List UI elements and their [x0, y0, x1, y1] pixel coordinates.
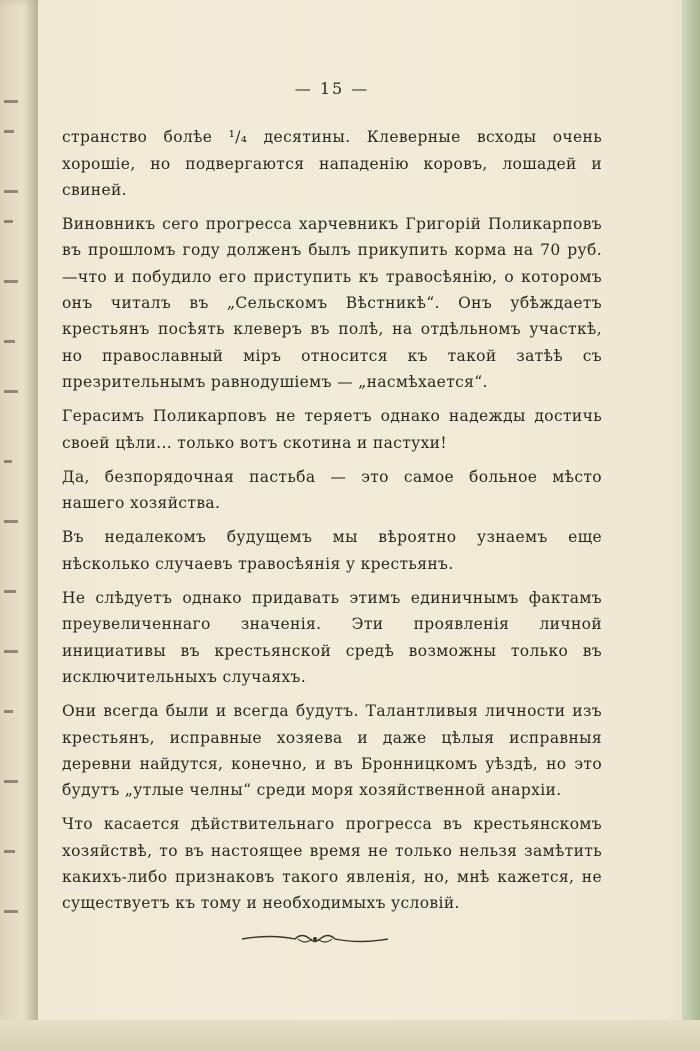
paragraph: Что касается дѣйствительнаго прогресса въ крестьянскомъ хозяйствѣ, то въ настоящее время не только нельзя замѣтить какихъ-либо признаковъ такого явленія, но, мнѣ кажется, не существуетъ къ тому и необходимыхъ условій. [62, 815, 602, 913]
facing-page-edge [0, 0, 38, 1051]
paragraph: Не слѣдуетъ однако придавать этимъ единичнымъ фактамъ преувеличеннаго значенія. Эти проявленія личной инициативы въ крестьянской средѣ возможны только въ исключительныхъ случаяхъ. [62, 589, 602, 686]
paragraph: Виновникъ сего прогресса харчевникъ Григорій Поликарповъ въ прошломъ году долженъ былъ прикупить корма на 70 руб.—что и побудило его приступить къ травосѣянію, о которомъ онъ читалъ въ „Сельскомъ Вѣстникѣ“. Онъ убѣждаетъ крестьянъ посѣять клеверъ въ полѣ, на отдѣльномъ участкѣ, но православный міръ относится къ такой затѣѣ съ презрительнымъ равнодушіемъ — „насмѣхается“. [62, 215, 602, 391]
page-number: — 15 — [294, 79, 370, 98]
page-text [62, 70, 602, 925]
paragraph: Въ недалекомъ будущемъ мы вѣроятно узнаемъ еще нѣсколько случаевъ травосѣянія у крестьянъ. [62, 528, 602, 573]
paragraph: странство болѣе ¹/₄ десятины. Клеверные всходы очень хорошіе, но подвергаются нападенію коровъ, лошадей и свиней. [62, 128, 602, 199]
book-cover-edge [682, 0, 700, 1051]
paragraph: Да, безпорядочная пастьба — это самое больное мѣсто нашего хозяйства. [62, 467, 602, 513]
paragraph: Герасимъ Поликарповъ не теряетъ однако надежды достичь своей цѣли... только вотъ скотина и пастухи! [62, 407, 602, 452]
ornament-divider [240, 928, 390, 950]
paragraph: Они всегда были и всегда будутъ. Талантливыя личности изъ крестьянъ, исправные хозяева и даже цѣлыя исправныя деревни найдутся, конечно, и въ Бронницкомъ уѣздѣ, но это будутъ „утлые челны“ среди моря хозяйственной анархіи. [62, 702, 602, 800]
facing-page-text-fragments [4, 90, 24, 990]
page-bottom-edge [0, 1020, 700, 1051]
